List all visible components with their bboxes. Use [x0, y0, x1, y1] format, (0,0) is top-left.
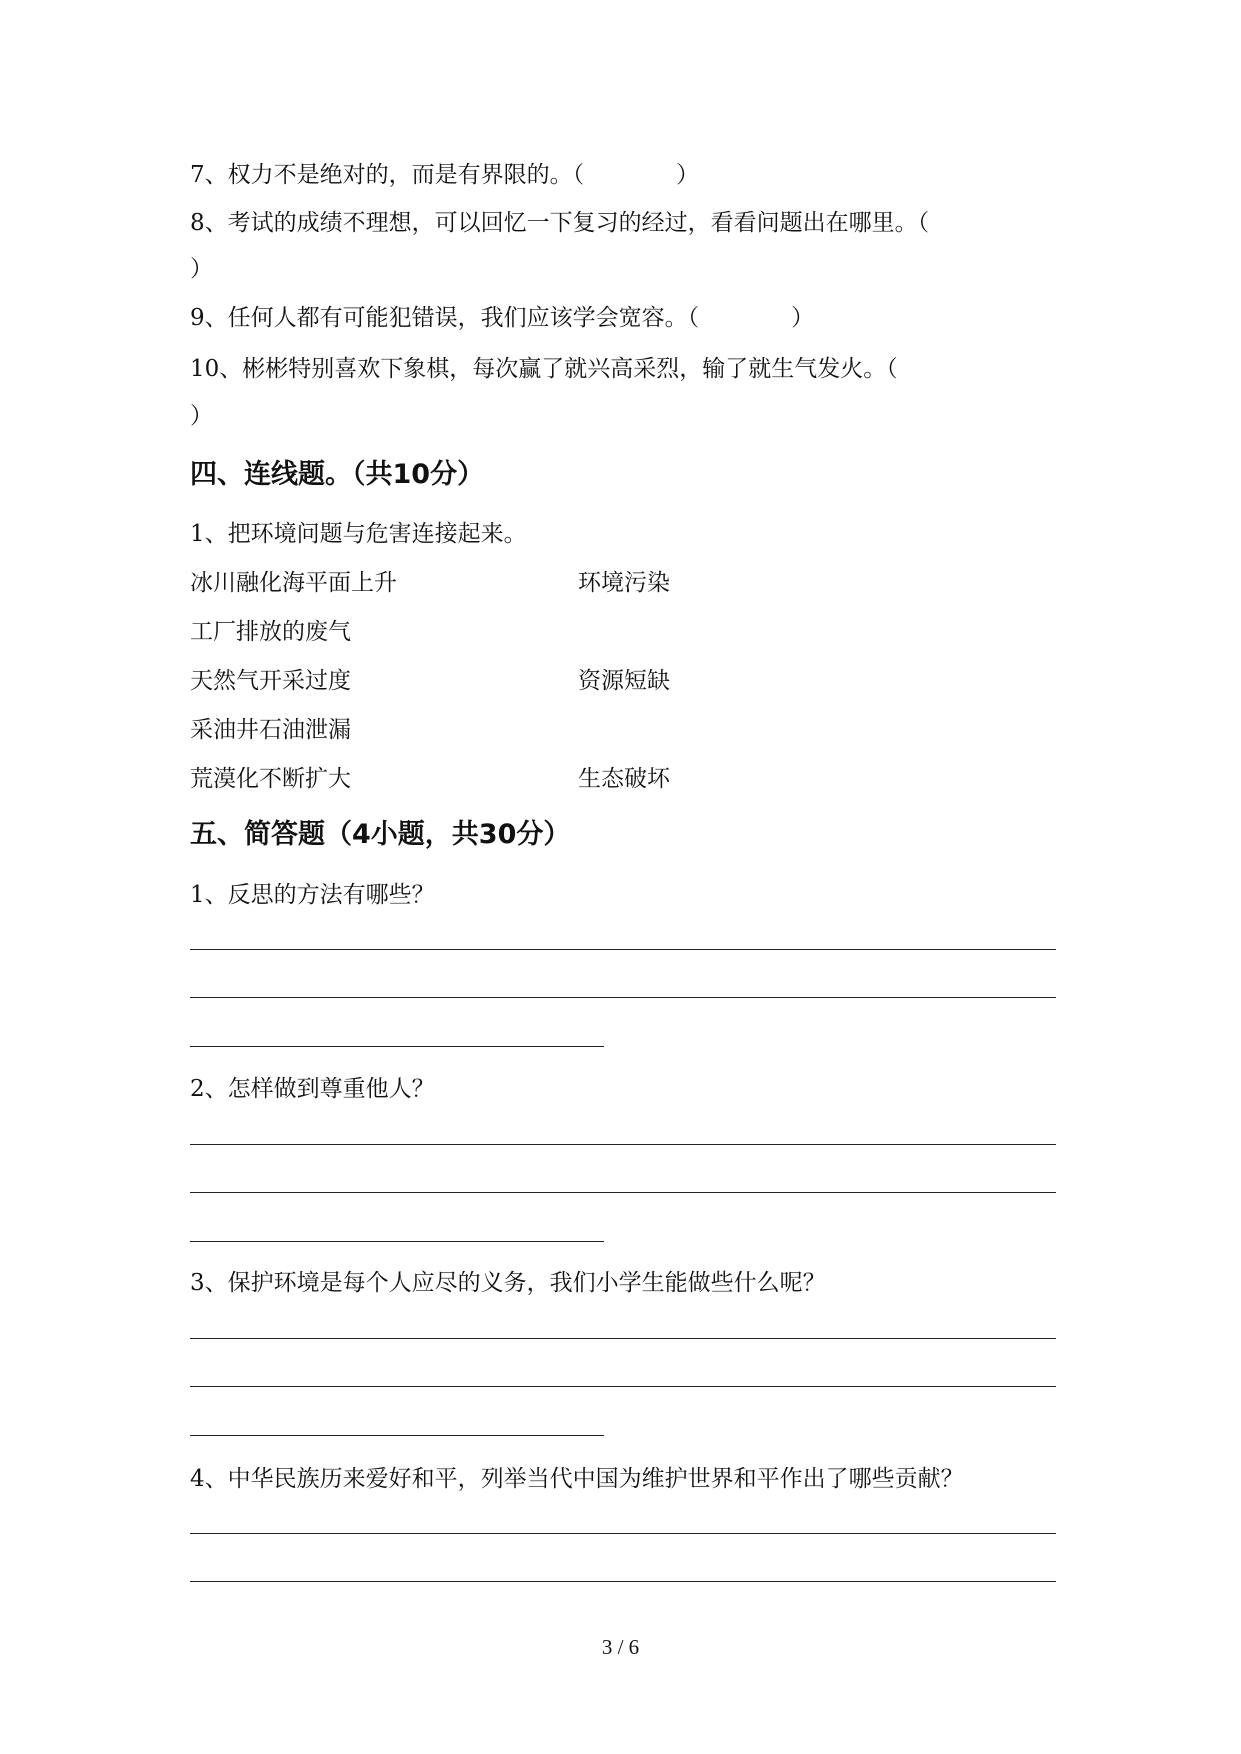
short-answer-section-heading: 五、简答题（4小题，共30分） — [190, 819, 571, 850]
page-number: 3 / 6 — [601, 1635, 640, 1659]
answer-line — [190, 997, 1056, 998]
answer-line — [190, 949, 1056, 950]
question-7: 7、权力不是绝对的，而是有界限的。（ ） — [190, 162, 700, 188]
matching-right-item: 环境污染 — [578, 570, 670, 596]
matching-left-item: 采油井石油泄漏 — [190, 717, 351, 743]
matching-left-item: 天然气开采过度 — [190, 668, 351, 694]
short-answer-question-2: 2、怎样做到尊重他人？ — [190, 1076, 435, 1102]
matching-right-item: 生态破坏 — [578, 766, 670, 792]
answer-line — [190, 1144, 1056, 1145]
short-answer-question-4: 4、中华民族历来爱好和平，列举当代中国为维护世界和平作出了哪些贡献？ — [190, 1466, 964, 1492]
answer-line — [190, 1241, 604, 1242]
answer-line — [190, 1435, 604, 1436]
question-8-line-2: ） — [190, 256, 213, 282]
matching-section-heading: 四、连线题。（共10分） — [190, 459, 485, 490]
answer-line — [190, 1386, 1056, 1387]
matching-left-item: 工厂排放的废气 — [190, 619, 351, 645]
answer-line — [190, 1581, 1056, 1582]
answer-line — [190, 1338, 1056, 1339]
matching-right-item: 资源短缺 — [578, 668, 670, 694]
matching-left-item: 冰川融化海平面上升 — [190, 570, 397, 596]
question-9: 9、任何人都有可能犯错误，我们应该学会宽容。（ ） — [190, 305, 815, 331]
matching-left-item: 荒漠化不断扩大 — [190, 766, 351, 792]
answer-line — [190, 1533, 1056, 1534]
matching-question-1: 1、把环境问题与危害连接起来。 — [190, 521, 527, 547]
answer-line — [190, 1192, 1056, 1193]
question-10-line-2: ） — [190, 403, 213, 429]
question-10-line-1: 10、彬彬特别喜欢下象棋，每次赢了就兴高采烈，输了就生气发火。（ — [190, 356, 898, 382]
answer-line — [190, 1046, 604, 1047]
question-8-line-1: 8、考试的成绩不理想，可以回忆一下复习的经过，看看问题出在哪里。（ — [190, 210, 930, 236]
short-answer-question-1: 1、反思的方法有哪些？ — [190, 882, 435, 908]
short-answer-question-3: 3、保护环境是每个人应尽的义务，我们小学生能做些什么呢？ — [190, 1270, 826, 1296]
